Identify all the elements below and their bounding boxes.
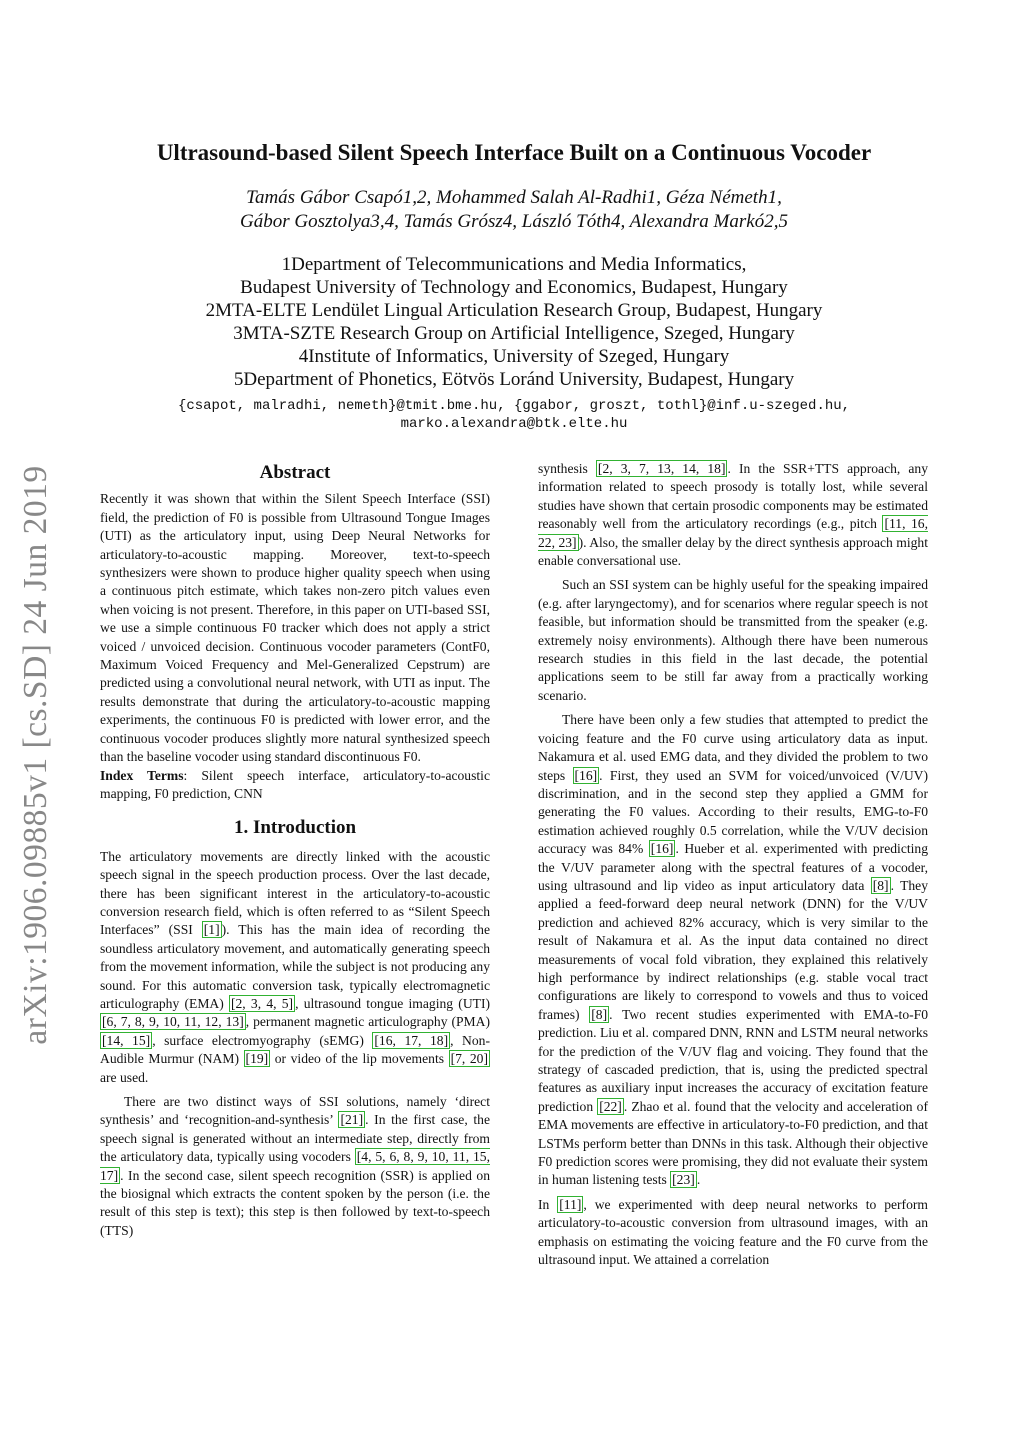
citation-link[interactable]: [11] (559, 1196, 582, 1212)
text-run: . In the first case, the speech signal is generated without an intermediate step, directly from the articulatory data, typically using vocoders (100, 1112, 491, 1165)
affiliation-list (100, 253, 928, 391)
text-run: ). This has the main idea of recording the soundless articulatory movement, and automatically generating speech from the movement information, while the subject is not producing any sound. For this automatic conversion task, typically electromagnetic articulography (EMA) (100, 922, 490, 1011)
text-run: . In the second case, silent speech recognition (SSR) is applied on the biosignal which extracts the content spoken by the person (i.e. the result of this step is text); this step is then followed by text-to-speech (TTS) (100, 1167, 490, 1238)
citation-link[interactable]: [11, 16, 22, 23] (538, 516, 929, 550)
text-run: synthesis (538, 461, 596, 476)
author-list (100, 186, 928, 234)
text-run: The articulatory movements are directly linked with the acoustic speech signal in the speech production process. Over the last decade, there has been significant interest in the articulatory-to-acoustic conversion research field, which is often referred to as “Silent Speech Interfaces” (SSI (100, 848, 490, 938)
index-terms (100, 767, 490, 804)
right-column (538, 460, 928, 1275)
text-run: or video of the lip movements (270, 1051, 449, 1067)
text-run: There are two distinct ways of SSI solutions, namely ‘direct synthesis’ and ‘recognition-and-synthesis’ (100, 1094, 490, 1128)
text-run: are used. (100, 1069, 149, 1085)
right-paragraph-1 (538, 460, 928, 570)
right-paragraph-2: Such an SSI system can be highly useful for the speaking impaired (e.g. after laryngectomy), and for scenarios where regular speech is not feasible, but information should be transmitted from the speaker (e.g. extremely noisy environments). Although there have been numerous research studies in this field in the last decade, the potential applications seem to be still far away from a practically working scenario. (538, 577, 928, 703)
citation-link[interactable]: [16, 17, 18] (374, 1032, 449, 1048)
citation-link[interactable]: [22] (599, 1098, 622, 1114)
citation-link[interactable]: [23] (672, 1172, 695, 1188)
index-terms-label: Index Terms (100, 767, 184, 783)
paper-title: Ultrasound-based Silent Speech Interface Built on a Continuous Vocoder (156, 140, 872, 165)
intro-paragraph-1 (100, 848, 490, 1087)
citation-link[interactable]: [21] (340, 1112, 364, 1128)
text-run: . Hueber et al. experimented with predicting the V/UV parameter along with the spectral features of a vocoder, using ultrasound and lip video as input articulatory data (538, 841, 929, 893)
author-line: Gábor Gosztolya3,4, Tamás Grósz4, László Tóth4, Alexandra Markó2,5 (240, 211, 788, 232)
affiliation-line: 5Department of Phonetics, Eötvös Loránd University, Budapest, Hungary (233, 369, 795, 390)
citation-link[interactable]: [7, 20] (450, 1051, 488, 1067)
text-run: , we experimented with deep neural networks to perform articulatory-to-acoustic conversion from ultrasound images, with an emphasis on estimating the voicing feature and the F0 curve from the ultrasound input. We attained a correlation (538, 1196, 928, 1268)
affiliation-line: Budapest University of Technology and Economics, Budapest, Hungary (240, 277, 788, 298)
text-run: . Two recent studies experimented with EMA-to-F0 prediction. Liu et al. compared DNN, RNN and LSTM neural networks for the prediction of the V/UV flag and voicing. They found that the strategy of cascaded prediction, that is, using the predicted spectral features as auxiliary input increases the accuracy of excitation feature prediction (538, 1006, 928, 1114)
citation-link[interactable]: [19] (245, 1051, 269, 1067)
citation-link[interactable]: [8] (872, 877, 889, 893)
text-run: . (696, 1172, 701, 1188)
right-paragraph-3 (538, 711, 928, 1190)
email-line: {csapot, malradhi, nemeth}@tmit.bme.hu, {ggabor, groszt, tothl}@inf.u-szeged.hu, (177, 398, 851, 414)
email-block (100, 397, 928, 433)
citation-link[interactable]: [2, 3, 7, 13, 14, 18] (597, 461, 726, 476)
arxiv-side-stamp (12, 455, 60, 1055)
affiliation-line: 1Department of Telecommunications and Media Informatics, (281, 254, 747, 275)
text-run: . First, they used an SVM for voiced/unvoiced (V/UV) discrimination, and in the second step they applied a GMM for generating the F0 values. According to their results, EMG-to-F0 estimation achieved roughly 0.5 correlation, while the V/UV decision accuracy was 84% (538, 767, 928, 857)
text-run: . Zhao et al. found that the velocity and acceleration of EMA movements are effective in articulatory-to-F0 prediction, and that LSTMs perform better than DNNs in this task. Although their objective F0 prediction scores were promising, they did not evaluate their system in human listening tests (538, 1098, 928, 1188)
text-run: ). Also, the smaller delay by the direct synthesis approach might enable conversational use. (538, 534, 928, 569)
left-column (100, 460, 490, 1246)
affiliation-line: 2MTA-ELTE Lendület Lingual Articulation Research Group, Budapest, Hungary (205, 300, 823, 321)
email-line: marko.alexandra@btk.elte.hu (400, 416, 628, 432)
citation-link[interactable]: [2, 3, 4, 5] (230, 995, 294, 1011)
citation-link[interactable]: [16] (650, 841, 674, 857)
author-line: Tamás Gábor Csapó1,2, Mohammed Salah Al-Radhi1, Géza Németh1, (246, 187, 782, 208)
text-run: , surface electromyography (sEMG) (152, 1032, 373, 1048)
citation-link[interactable]: [8] (591, 1006, 608, 1022)
citation-link[interactable]: [14, 15] (102, 1032, 151, 1048)
citation-link[interactable]: [16] (574, 767, 598, 783)
affiliation-line: 4Institute of Informatics, University of Szeged, Hungary (298, 346, 730, 367)
citation-link[interactable]: [6, 7, 8, 9, 10, 11, 12, 13] (102, 1014, 244, 1030)
intro-paragraph-2 (100, 1093, 490, 1240)
arxiv-identifier: arXiv:1906.09885v1 [cs.SD] 24 Jun 2019 (17, 465, 54, 1045)
introduction-heading: 1. Introduction (233, 817, 357, 839)
text-run: , Non-Audible Murmur (NAM) (100, 1032, 490, 1067)
right-paragraph-4 (538, 1196, 928, 1270)
text-run: In (538, 1196, 558, 1212)
text-run: . In the SSR+TTS approach, any information related to speech prosody is totally lost, while several studies have shown that certain prosodic components may be estimated reasonably well from the articulatory recordings (e.g., pitch (538, 461, 929, 532)
text-run: , ultrasound tongue imaging (UTI) (295, 995, 490, 1011)
abstract-heading: Abstract (259, 462, 331, 483)
text-run: . They applied a feed-forward deep neural network (DNN) for the V/UV prediction and achieved 82% accuracy, which is very similar to the result of Nakamura et al. As the input data contained no direct measurements of vocal fold vibration, they explained this relatively high performance by indirect relationships (e.g. stable vocal tract configurations are likely to correspond to vowels and thus to voiced frames) (538, 877, 929, 1022)
abstract-text: Recently it was shown that within the Silent Speech Interface (SSI) field, the prediction of F0 is possible from Ultrasound Tongue Images (UTI) as the articulatory input, using Deep Neural Networks for articulatory-to-acoustic mapping. Moreover, text-to-speech synthesizers were shown to produce higher quality speech when using a continuous pitch estimate, which takes non-zero pitch values even when voicing is not present. Therefore, in this paper on UTI-based SSI, we use a simple continuous F0 tracker which does not apply a strict voiced / unvoiced decision. Continuous vocoder parameters (ContF0, Maximum Voiced Frequency and Mel-Generalized Cepstrum) are predicted using a convolutional neural network, with UTI as input. The results demonstrate that during the articulatory-to-acoustic mapping experiments, the continuous F0 is predicted with lower error, and the continuous vocoder produces slightly more natural synthesized speech than the baseline vocoder using standard discontinuous F0. (100, 491, 490, 765)
index-terms-text: : Silent speech interface, articulatory-to-acoustic mapping, F0 prediction, CNN (100, 767, 490, 801)
citation-link[interactable]: [1] (203, 922, 220, 938)
affiliation-line: 3MTA-SZTE Research Group on Artificial Intelligence, Szeged, Hungary (233, 323, 795, 344)
text-run: There have been only a few studies that attempted to predict the voicing feature and the F0 curve using articulatory data as input. Nakamura et al. used EMG data, and they divided the problem to two steps (538, 712, 928, 783)
citation-link[interactable]: [4, 5, 6, 8, 9, 10, 11, 15, 17] (100, 1149, 490, 1183)
text-run: , permanent magnetic articulography (PMA) (245, 1014, 490, 1030)
